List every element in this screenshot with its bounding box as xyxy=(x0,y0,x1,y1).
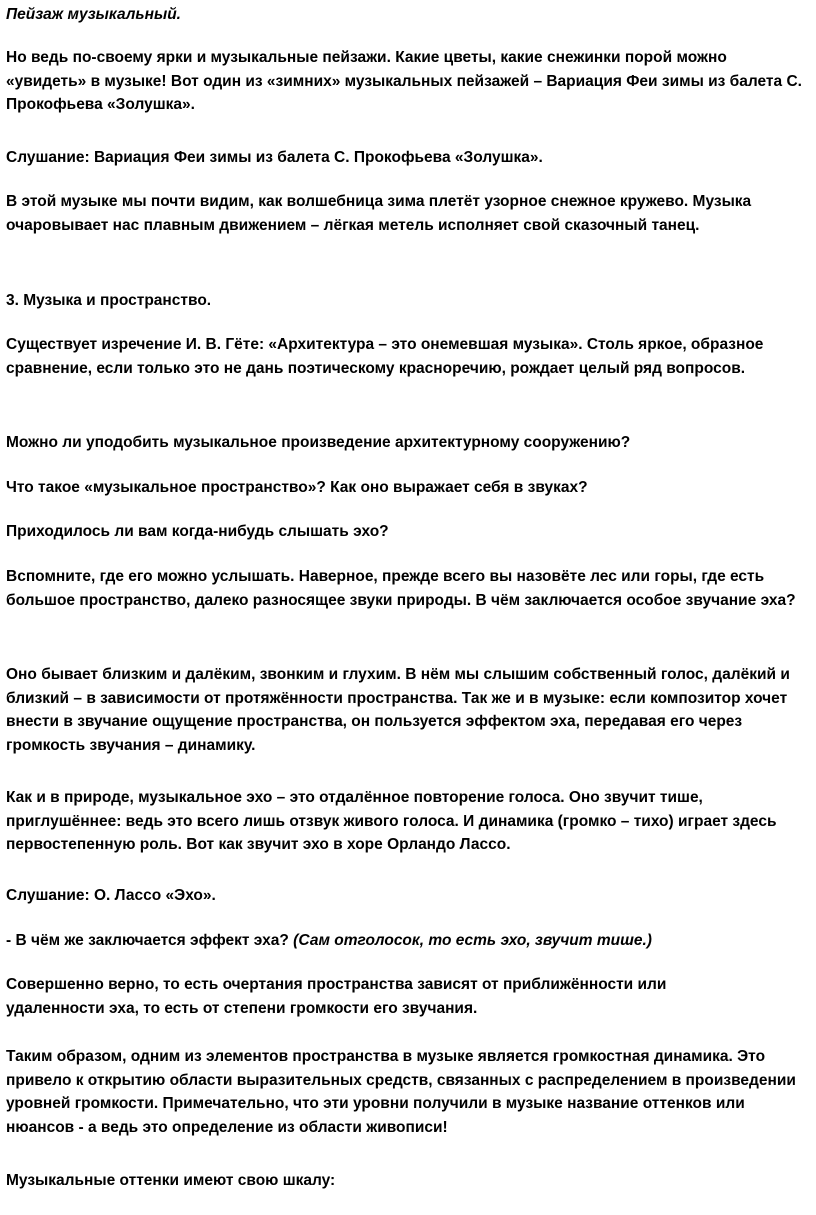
paragraph-listening-1: Слушание: Вариация Феи зимы из балета С. Прокофьева «Золушка». xyxy=(6,149,543,166)
paragraph-question-1: Можно ли уподобить музыкальное произведение архитектурному сооружению? xyxy=(6,434,631,451)
paragraph-echo-places: Вспомните, где его можно услышать. Наверное, прежде всего вы назовёте лес или горы, где есть большое пространство, далеко разносящее звуки природы. В чём заключается особое звучание эха? xyxy=(6,568,796,609)
paragraph-winter: В этой музыке мы почти видим, как волшебница зима плетёт узорное снежное кружево. Музыка очаровывает нас плавным движением – лёгкая метель исполняет свой сказочный танец. xyxy=(6,193,752,234)
section-title-space: 3. Музыка и пространство. xyxy=(6,292,212,309)
paragraph-scale: Музыкальные оттенки имеют свою шкалу: xyxy=(6,1172,336,1189)
paragraph-listening-2: Слушание: О. Лассо «Эхо». xyxy=(6,887,216,904)
paragraph-question-3: Приходилось ли вам когда-нибудь слышать эхо? xyxy=(6,523,389,540)
paragraph-intro: Но ведь по-своему ярки и музыкальные пейзажи. Какие цветы, какие снежинки порой можно «увидеть» в музыке! Вот один из «зимних» музыкальных пейзажей – Вариация Феи зимы из балета С. Прокофьева «Золушка». xyxy=(6,49,802,113)
paragraph-echo-description: Оно бывает близким и далёким, звонким и глухим. В нём мы слышим собственный голос, далёкий и близкий – в зависимости от протяжённости пространства. Так же и в музыке: если композитор хочет внести в звучание ощущение пространства, он пользуется эффектом эха, передавая его через громкость звучания – динамику. xyxy=(6,666,790,754)
question-line xyxy=(6,929,812,953)
question-answer: (Сам отголосок, то есть эхо, звучит тише.) xyxy=(293,932,652,949)
paragraph-echo-nature: Как и в природе, музыкальное эхо – это отдалённое повторение голоса. Оно звучит тише, приглушённее: ведь это всего лишь отзвук живого голоса. И динамика (громко – тихо) играет здесь первостепенную роль. Вот как звучит эхо в хоре Орландо Лассо. xyxy=(6,789,777,853)
paragraph-dynamics: Таким образом, одним из элементов пространства в музыке является громкостная динамика. Это привело к открытию области выразительных средств, связанных с распределением в произведении уровней громкости. Примечательно, что эти уровни получили в музыке название оттенков или нюансов - а ведь это определение из области живописи! xyxy=(6,1048,796,1136)
paragraph-correct: Совершенно верно, то есть очертания пространства зависят от приближённости или удаленности эха, то есть от степени громкости его звучания. xyxy=(6,976,667,1017)
paragraph-question-2: Что такое «музыкальное пространство»? Как оно выражает себя в звуках? xyxy=(6,479,588,496)
paragraph-goethe: Существует изречение И. В. Гёте: «Архитектура – это онемевшая музыка». Столь яркое, образное сравнение, если только это не дань поэтическому красноречию, рождает целый ряд вопросов. xyxy=(6,336,764,377)
question-text: - В чём же заключается эффект эха? xyxy=(6,932,289,949)
section-heading: Пейзаж музыкальный. xyxy=(6,6,181,23)
